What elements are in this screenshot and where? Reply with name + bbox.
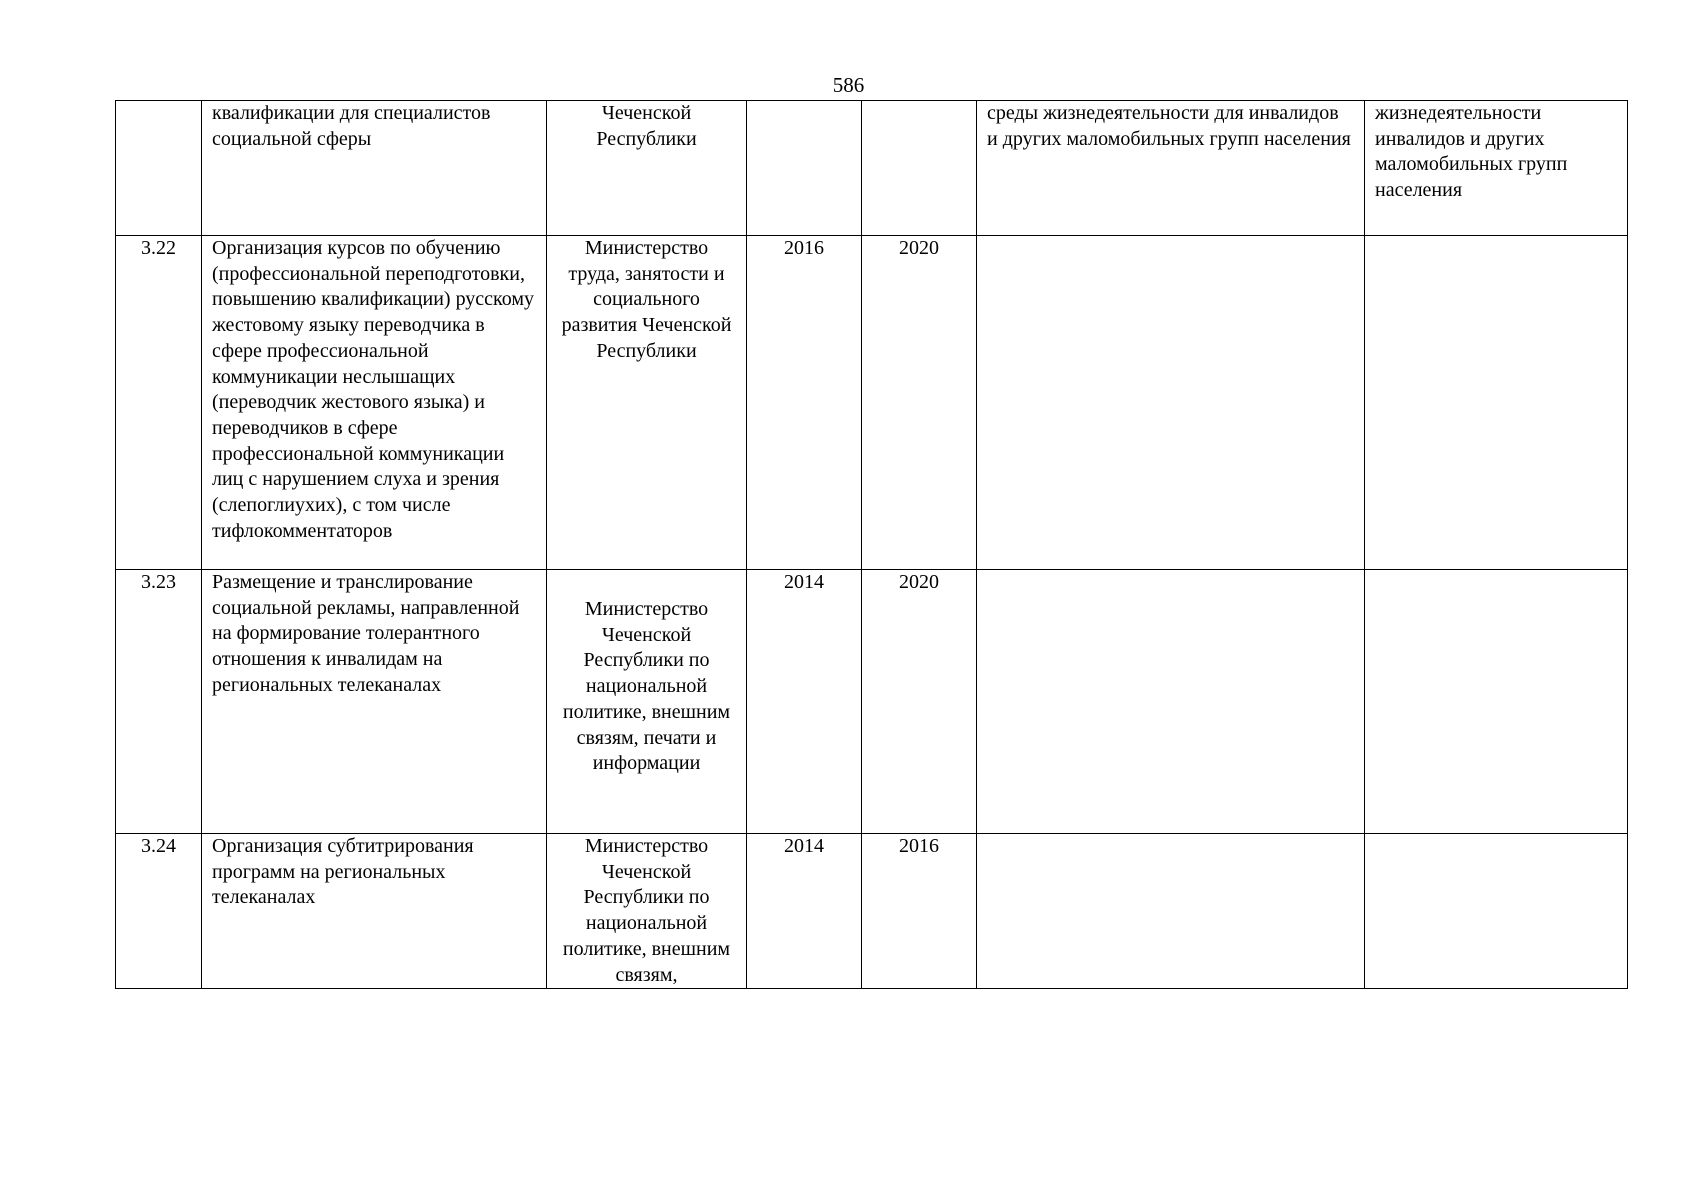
table-row [116,236,1628,570]
result-cell [1365,236,1628,570]
responsible-executor: Чеченской Республики [547,101,747,236]
end-year: 2016 [862,834,977,989]
indicator-cell [977,834,1365,989]
result-cell: жизнедеятельности инвалидов и других маломобильных групп населения [1365,101,1628,236]
table-row [116,834,1628,989]
row-number: 3.22 [116,236,202,570]
indicator-cell [977,570,1365,834]
responsible-executor: Министерство Чеченской Республики по национальной политике, внешним связям, печати и информации [562,598,731,775]
end-year [862,101,977,236]
table-row [116,101,1628,236]
responsible-executor: Министерство труда, занятости и социального развития Чеченской Республики [547,236,747,570]
end-year: 2020 [862,570,977,834]
measures-table [115,100,1628,989]
row-number: 3.24 [116,834,202,989]
responsible-executor: Министерство Чеченской Республики по национальной политике, внешним связям, [547,834,747,989]
result-cell [1365,570,1628,834]
table-row [116,570,1628,834]
measure-name: квалификации для специалистов социальной сферы [202,101,547,236]
start-year: 2014 [747,570,862,834]
measure-name: Размещение и транслирование социальной рекламы, направленной на формирование толерантного отношения к инвалидам на региональных телеканалах [202,570,547,834]
start-year [747,101,862,236]
row-number: 3.23 [116,570,202,834]
end-year: 2020 [862,236,977,570]
measure-name: Организация субтитрирования программ на региональных телеканалах [202,834,547,989]
indicator-cell [977,236,1365,570]
responsible-executor-cell [547,570,747,834]
start-year: 2016 [747,236,862,570]
row-number [116,101,202,236]
measure-name: Организация курсов по обучению (профессиональной переподготовки, повышению квалификации) русскому жестовому языку переводчика в сфере профессиональной коммуникации неслышащих (переводчик жестового языка) и переводчиков в сфере профессиональной коммуникации лиц с нарушением слуха и зрения (слепоглиухих), с том числе тифлокомментаторов [202,236,547,570]
result-cell [1365,834,1628,989]
page-number: 586 [832,73,865,97]
start-year: 2014 [747,834,862,989]
indicator-cell: среды жизнедеятельности для инвалидов и других маломобильных групп населения [977,101,1365,236]
